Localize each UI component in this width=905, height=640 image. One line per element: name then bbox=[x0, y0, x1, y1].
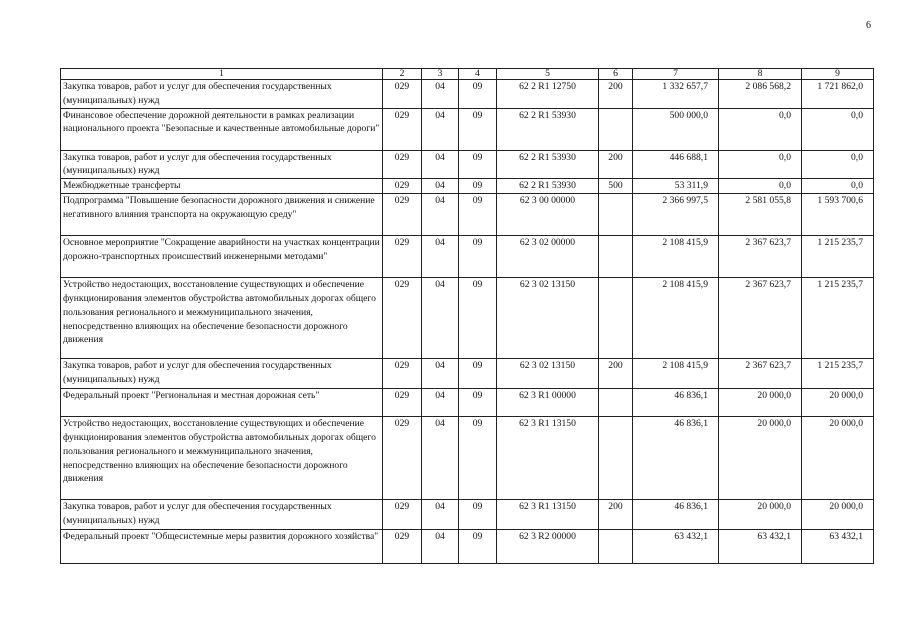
amount-col7: 2 366 997,5 bbox=[633, 194, 719, 236]
header-cell: 1 bbox=[61, 69, 383, 80]
code-gr: 029 bbox=[383, 150, 422, 179]
code-csr: 62 3 02 00000 bbox=[497, 236, 599, 278]
code-csr: 62 3 02 13150 bbox=[497, 359, 599, 389]
code-rz: 04 bbox=[422, 150, 459, 179]
amount-col8: 0,0 bbox=[719, 179, 802, 194]
code-csr: 62 3 02 13150 bbox=[497, 278, 599, 359]
amount-col9: 1 215 235,7 bbox=[802, 278, 874, 359]
code-csr: 62 3 R1 13150 bbox=[497, 417, 599, 500]
header-cell: 8 bbox=[719, 69, 802, 80]
amount-col8: 20 000,0 bbox=[719, 389, 802, 417]
code-pr: 09 bbox=[459, 150, 497, 179]
amount-col7: 46 836,1 bbox=[633, 417, 719, 500]
amount-col9: 1 593 700,6 bbox=[802, 194, 874, 236]
amount-col7: 63 432,1 bbox=[633, 530, 719, 564]
amount-col8: 2 367 623,7 bbox=[719, 236, 802, 278]
header-cell: 3 bbox=[422, 69, 459, 80]
table-row bbox=[61, 179, 874, 194]
table-header-row bbox=[61, 69, 874, 80]
code-vr bbox=[599, 389, 633, 417]
header-cell: 5 bbox=[497, 69, 599, 80]
code-rz: 04 bbox=[422, 80, 459, 109]
amount-col9: 0,0 bbox=[802, 108, 874, 150]
code-rz: 04 bbox=[422, 417, 459, 500]
row-name: Устройство недостающих, восстановление существующих и обеспечение функционирования элементов обустройства автомобильных дорогах общего пользования регионального и межмуниципального значения, непосредственно влияющих на обеспечение безопасности дорожного движения bbox=[61, 278, 383, 359]
code-vr bbox=[599, 236, 633, 278]
code-pr: 09 bbox=[459, 359, 497, 389]
code-pr: 09 bbox=[459, 530, 497, 564]
amount-col8: 2 581 055,8 bbox=[719, 194, 802, 236]
code-gr: 029 bbox=[383, 500, 422, 530]
amount-col8: 20 000,0 bbox=[719, 500, 802, 530]
amount-col8: 20 000,0 bbox=[719, 417, 802, 500]
header-cell: 2 bbox=[383, 69, 422, 80]
code-vr bbox=[599, 108, 633, 150]
table-row bbox=[61, 80, 874, 109]
row-name: Межбюджетные трансферты bbox=[61, 179, 383, 194]
code-rz: 04 bbox=[422, 108, 459, 150]
amount-col8: 0,0 bbox=[719, 108, 802, 150]
table-row bbox=[61, 359, 874, 389]
amount-col7: 2 108 415,9 bbox=[633, 278, 719, 359]
row-name: Финансовое обеспечение дорожной деятельности в рамках реализации национального проекта "Безопасные и качественные автомобильные дороги" bbox=[61, 108, 383, 150]
amount-col9: 1 721 862,0 bbox=[802, 80, 874, 109]
header-cell: 7 bbox=[633, 69, 719, 80]
code-csr: 62 3 R1 00000 bbox=[497, 389, 599, 417]
row-name: Федеральный проект "Общесистемные меры развития дорожного хозяйства" bbox=[61, 530, 383, 564]
code-gr: 029 bbox=[383, 80, 422, 109]
amount-col8: 2 086 568,2 bbox=[719, 80, 802, 109]
table-row bbox=[61, 236, 874, 278]
code-gr: 029 bbox=[383, 108, 422, 150]
table-row bbox=[61, 417, 874, 500]
code-csr: 62 2 R1 53930 bbox=[497, 108, 599, 150]
code-gr: 029 bbox=[383, 236, 422, 278]
code-csr: 62 2 R1 12750 bbox=[497, 80, 599, 109]
amount-col9: 63 432,1 bbox=[802, 530, 874, 564]
code-gr: 029 bbox=[383, 417, 422, 500]
header-cell: 4 bbox=[459, 69, 497, 80]
table-row bbox=[61, 389, 874, 417]
table-row bbox=[61, 194, 874, 236]
table-row bbox=[61, 150, 874, 179]
page-number: 6 bbox=[866, 20, 871, 31]
code-vr bbox=[599, 278, 633, 359]
amount-col9: 0,0 bbox=[802, 150, 874, 179]
amount-col9: 20 000,0 bbox=[802, 417, 874, 500]
code-pr: 09 bbox=[459, 417, 497, 500]
code-csr: 62 3 R2 00000 bbox=[497, 530, 599, 564]
amount-col7: 46 836,1 bbox=[633, 389, 719, 417]
code-gr: 029 bbox=[383, 179, 422, 194]
amount-col9: 20 000,0 bbox=[802, 500, 874, 530]
code-gr: 029 bbox=[383, 194, 422, 236]
amount-col7: 46 836,1 bbox=[633, 500, 719, 530]
code-rz: 04 bbox=[422, 236, 459, 278]
code-vr: 200 bbox=[599, 150, 633, 179]
amount-col9: 1 215 235,7 bbox=[802, 236, 874, 278]
amount-col9: 20 000,0 bbox=[802, 389, 874, 417]
table-row bbox=[61, 108, 874, 150]
table-row bbox=[61, 500, 874, 530]
amount-col7: 2 108 415,9 bbox=[633, 359, 719, 389]
amount-col8: 0,0 bbox=[719, 150, 802, 179]
code-vr: 200 bbox=[599, 359, 633, 389]
code-gr: 029 bbox=[383, 278, 422, 359]
code-rz: 04 bbox=[422, 194, 459, 236]
row-name: Устройство недостающих, восстановление существующих и обеспечение функционирования элементов обустройства автомобильных дорогах общего пользования регионального и межмуниципального значения, непосредственно влияющих на обеспечение безопасности дорожного движения bbox=[61, 417, 383, 500]
code-csr: 62 2 R1 53930 bbox=[497, 179, 599, 194]
code-pr: 09 bbox=[459, 389, 497, 417]
code-vr bbox=[599, 530, 633, 564]
row-name: Федеральный проект "Региональная и местная дорожная сеть" bbox=[61, 389, 383, 417]
code-pr: 09 bbox=[459, 500, 497, 530]
amount-col8: 2 367 623,7 bbox=[719, 278, 802, 359]
row-name: Подпрограмма "Повышение безопасности дорожного движения и снижение негативного влияния транспорта на окружающую среду" bbox=[61, 194, 383, 236]
code-pr: 09 bbox=[459, 108, 497, 150]
code-pr: 09 bbox=[459, 80, 497, 109]
code-gr: 029 bbox=[383, 530, 422, 564]
table-row bbox=[61, 278, 874, 359]
code-rz: 04 bbox=[422, 389, 459, 417]
code-rz: 04 bbox=[422, 179, 459, 194]
table-row bbox=[61, 530, 874, 564]
code-rz: 04 bbox=[422, 500, 459, 530]
row-name: Закупка товаров, работ и услуг для обеспечения государственных (муниципальных) нужд bbox=[61, 150, 383, 179]
code-rz: 04 bbox=[422, 359, 459, 389]
budget-table bbox=[60, 68, 874, 564]
header-cell: 6 bbox=[599, 69, 633, 80]
code-csr: 62 2 R1 53930 bbox=[497, 150, 599, 179]
code-gr: 029 bbox=[383, 389, 422, 417]
code-vr bbox=[599, 194, 633, 236]
header-cell: 9 bbox=[802, 69, 874, 80]
code-vr bbox=[599, 417, 633, 500]
amount-col7: 1 332 657,7 bbox=[633, 80, 719, 109]
row-name: Закупка товаров, работ и услуг для обеспечения государственных (муниципальных) нужд bbox=[61, 359, 383, 389]
amount-col9: 0,0 bbox=[802, 179, 874, 194]
code-pr: 09 bbox=[459, 194, 497, 236]
amount-col7: 500 000,0 bbox=[633, 108, 719, 150]
amount-col8: 63 432,1 bbox=[719, 530, 802, 564]
row-name: Закупка товаров, работ и услуг для обеспечения государственных (муниципальных) нужд bbox=[61, 80, 383, 109]
amount-col7: 53 311,9 bbox=[633, 179, 719, 194]
amount-col7: 446 688,1 bbox=[633, 150, 719, 179]
code-rz: 04 bbox=[422, 530, 459, 564]
code-csr: 62 3 00 00000 bbox=[497, 194, 599, 236]
code-gr: 029 bbox=[383, 359, 422, 389]
row-name: Основное мероприятие "Сокращение аварийности на участках концентрации дорожно-транспортных происшествий инженерными методами" bbox=[61, 236, 383, 278]
code-vr: 200 bbox=[599, 80, 633, 109]
code-csr: 62 3 R1 13150 bbox=[497, 500, 599, 530]
code-rz: 04 bbox=[422, 278, 459, 359]
code-vr: 500 bbox=[599, 179, 633, 194]
code-pr: 09 bbox=[459, 278, 497, 359]
amount-col9: 1 215 235,7 bbox=[802, 359, 874, 389]
code-pr: 09 bbox=[459, 179, 497, 194]
amount-col7: 2 108 415,9 bbox=[633, 236, 719, 278]
row-name: Закупка товаров, работ и услуг для обеспечения государственных (муниципальных) нужд bbox=[61, 500, 383, 530]
amount-col8: 2 367 623,7 bbox=[719, 359, 802, 389]
code-pr: 09 bbox=[459, 236, 497, 278]
code-vr: 200 bbox=[599, 500, 633, 530]
